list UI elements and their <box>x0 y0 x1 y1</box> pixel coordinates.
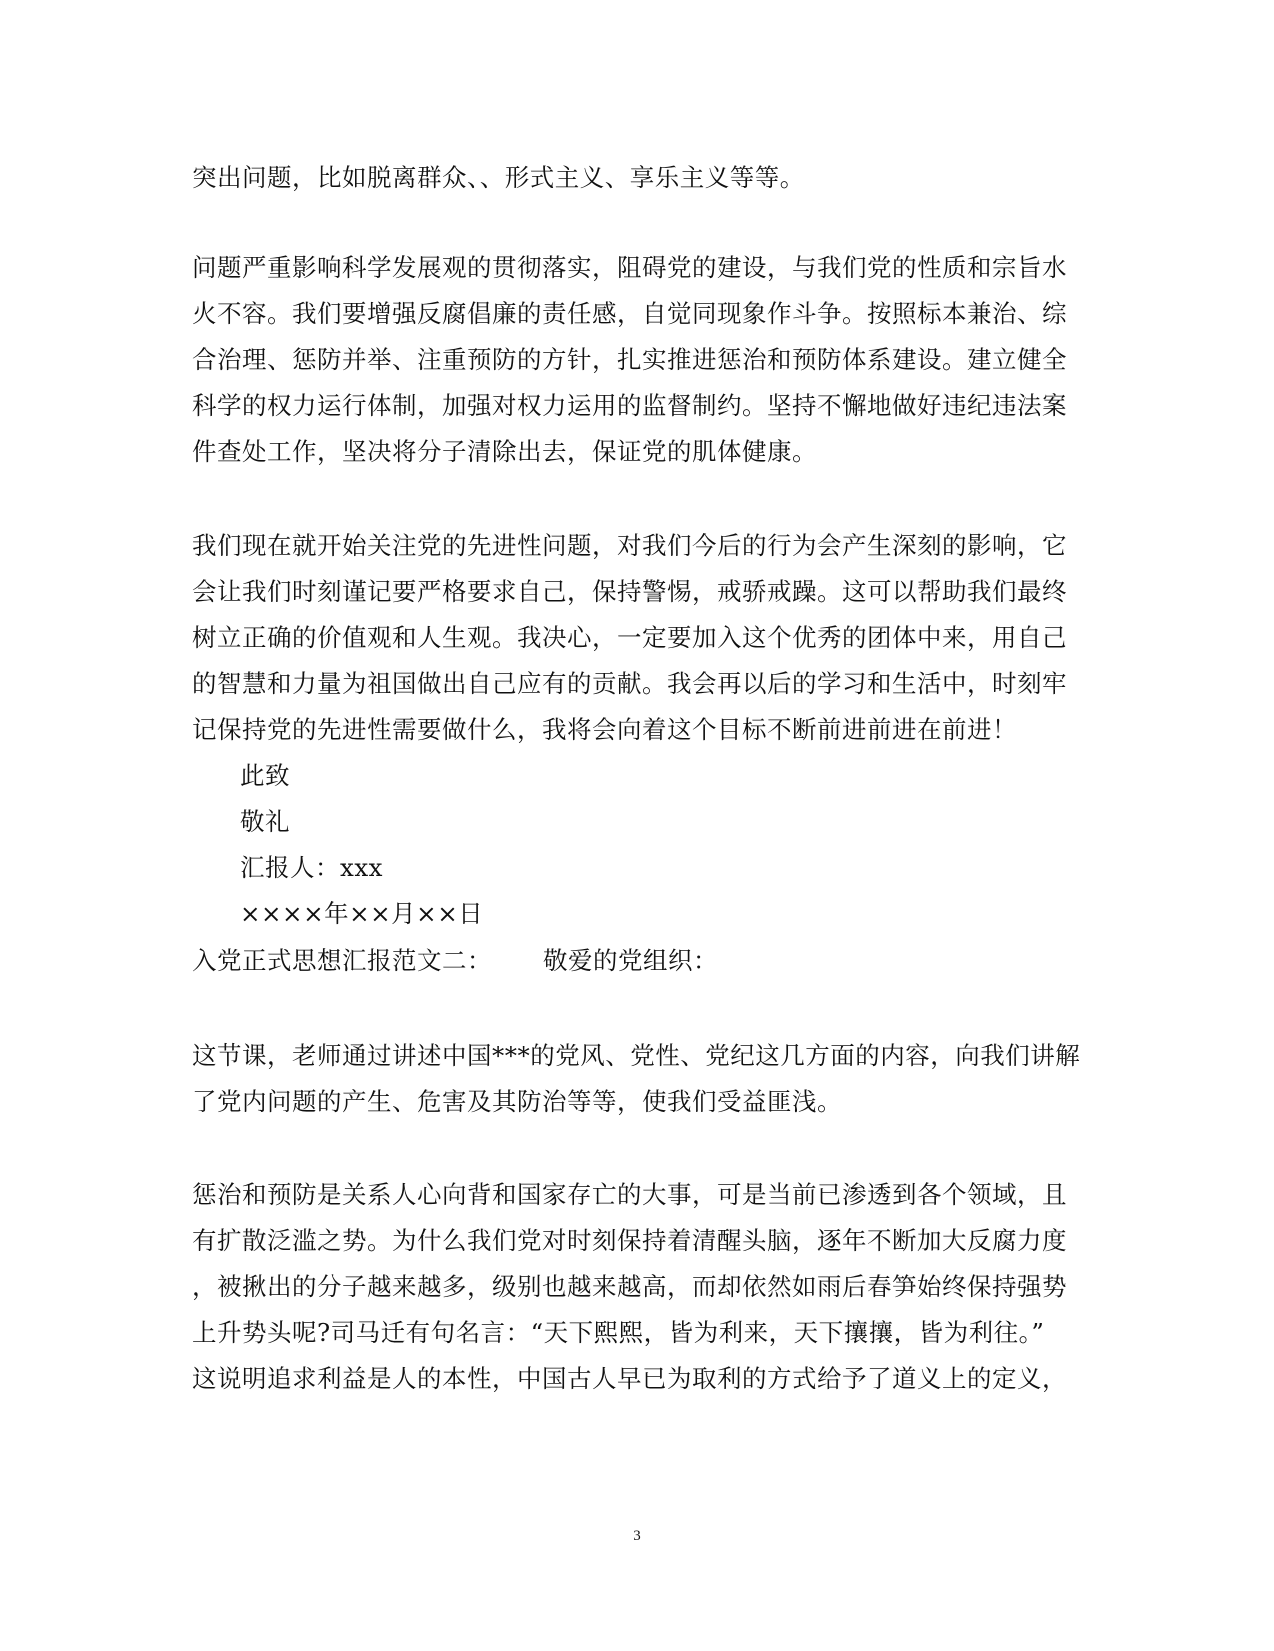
page-number: 3 <box>633 1528 641 1544</box>
paragraph-line: ，被揪出的分子越来越多，级别也越来越高，而却依然如雨后春笋始终保持强势 <box>192 1272 1067 1301</box>
paragraph-line: 我们现在就开始关注党的先进性问题，对我们今后的行为会产生深刻的影响，它 <box>192 531 1067 560</box>
closing-regards: 敬礼 <box>240 807 290 836</box>
paragraph-line: 问题严重影响科学发展观的贯彻落实，阻碍党的建设，与我们党的性质和宗旨水 <box>192 253 1067 282</box>
closing-reporter: 汇报人：xxx <box>240 853 383 882</box>
paragraph-line: 科学的权力运行体制，加强对权力运用的监督制约。坚持不懈地做好违纪违法案 <box>192 391 1067 420</box>
paragraph-line: 会让我们时刻谨记要严格要求自己，保持警惕，戒骄戒躁。这可以帮助我们最终 <box>192 577 1067 606</box>
closing-date: ××××年××月××日 <box>240 899 484 928</box>
paragraph-line: 这说明追求利益是人的本性，中国古人早已为取利的方式给予了道义上的定义， <box>192 1364 1067 1393</box>
closing-salutation: 此致 <box>240 761 290 790</box>
paragraph-line: 有扩散泛滥之势。为什么我们党对时刻保持着清醒头脑，逐年不断加大反腐力度 <box>192 1226 1067 1255</box>
paragraph-line: 件查处工作，坚决将分子清除出去，保证党的肌体健康。 <box>192 437 817 466</box>
paragraph-line: 这节课，老师通过讲述中国***的党风、党性、党纪这几方面的内容，向我们讲解 <box>192 1041 1081 1070</box>
paragraph-line: 火不容。我们要增强反腐倡廉的责任感，自觉同现象作斗争。按照标本兼治、综 <box>192 299 1067 328</box>
paragraph-line: 树立正确的价值观和人生观。我决心，一定要加入这个优秀的团体中来，用自己 <box>192 623 1067 652</box>
section-heading: 入党正式思想汇报范文二： <box>192 946 492 975</box>
paragraph-line: 了党内问题的产生、危害及其防治等等，使我们受益匪浅。 <box>192 1087 842 1116</box>
paragraph-line: 合治理、惩防并举、注重预防的方针，扎实推进惩治和预防体系建设。建立健全 <box>192 345 1067 374</box>
paragraph-line: 惩治和预防是关系人心向背和国家存亡的大事，可是当前已渗透到各个领域，且 <box>192 1180 1067 1209</box>
greeting: 敬爱的党组织： <box>543 946 718 975</box>
paragraph-line: 上升势头呢?司马迁有句名言：“天下熙熙，皆为利来，天下攘攘，皆为利往。” <box>192 1318 1045 1347</box>
paragraph-line: 记保持党的先进性需要做什么，我将会向着这个目标不断前进前进在前进！ <box>192 715 1017 744</box>
paragraph-line: 的智慧和力量为祖国做出自己应有的贡献。我会再以后的学习和生活中，时刻牢 <box>192 669 1067 698</box>
paragraph-line: 突出问题，比如脱离群众、、形式主义、享乐主义等等。 <box>192 163 805 192</box>
